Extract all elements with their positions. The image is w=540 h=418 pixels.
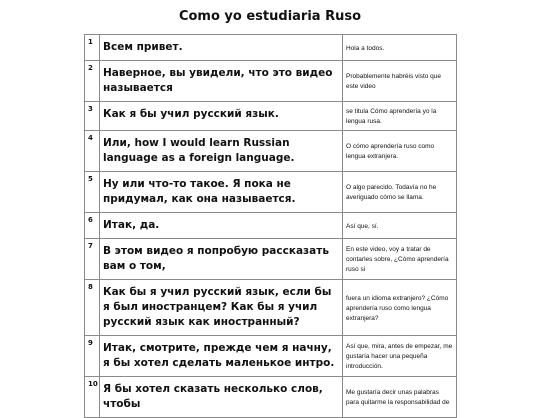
russian-text: Я бы хотел сказать несколько слов, чтобы	[100, 377, 343, 418]
table-row	[85, 172, 457, 213]
spanish-translation: En este video, voy a tratar de contarles sobre, ¿Cómo aprendería ruso si	[343, 239, 457, 280]
table-row	[85, 239, 457, 280]
row-number: 4	[85, 131, 100, 172]
table-row	[85, 213, 457, 239]
row-number: 1	[85, 35, 100, 61]
russian-text: Наверное, вы увидели, что это видео называется	[100, 61, 343, 102]
transcript-table	[84, 34, 457, 418]
spanish-translation: Así que, sí.	[343, 213, 457, 239]
row-number: 5	[85, 172, 100, 213]
row-number: 8	[85, 280, 100, 336]
spanish-translation: Hola a todos.	[343, 35, 457, 61]
table-row	[85, 35, 457, 61]
spanish-translation: O cómo aprendería ruso como lengua extranjera.	[343, 131, 457, 172]
table-row	[85, 280, 457, 336]
russian-text: Всем привет.	[100, 35, 343, 61]
table-row	[85, 336, 457, 377]
spanish-translation: Me gustaría decir unas palabras para quitarme la responsabilidad de	[343, 377, 457, 418]
row-number: 6	[85, 213, 100, 239]
russian-text: В этом видео я попробую рассказать вам о том,	[100, 239, 343, 280]
russian-text: Или, how I would learn Russian language as a foreign language.	[100, 131, 343, 172]
russian-text: Как я бы учил русский язык.	[100, 102, 343, 131]
russian-text: Итак, смотрите, прежде чем я начну, я бы хотел сделать маленькое интро.	[100, 336, 343, 377]
spanish-translation: O algo parecido. Todavía no he averiguado cómo se llama.	[343, 172, 457, 213]
russian-text: Ну или что-то такое. Я пока не придумал, как она называется.	[100, 172, 343, 213]
spanish-translation: se titula Cómo aprendería yo la lengua rusa.	[343, 102, 457, 131]
row-number: 2	[85, 61, 100, 102]
russian-text: Итак, да.	[100, 213, 343, 239]
row-number: 10	[85, 377, 100, 418]
russian-text: Как бы я учил русский язык, если бы я был иностранцем? Как бы я учил русский язык как иностранный?	[100, 280, 343, 336]
table-row	[85, 377, 457, 418]
spanish-translation: Así que, mira, antes de empezar, me gustaría hacer una pequeña introducción.	[343, 336, 457, 377]
row-number: 3	[85, 102, 100, 131]
table-row	[85, 131, 457, 172]
page-title: Como yo estudiaria Ruso	[178, 9, 362, 24]
table-row	[85, 61, 457, 102]
spanish-translation: fuera un idioma extranjero? ¿Cómo aprendería ruso como lengua extranjera?	[343, 280, 457, 336]
row-number: 9	[85, 336, 100, 377]
row-number: 7	[85, 239, 100, 280]
table-row	[85, 102, 457, 131]
spanish-translation: Probablemente habréis visto que este video	[343, 61, 457, 102]
